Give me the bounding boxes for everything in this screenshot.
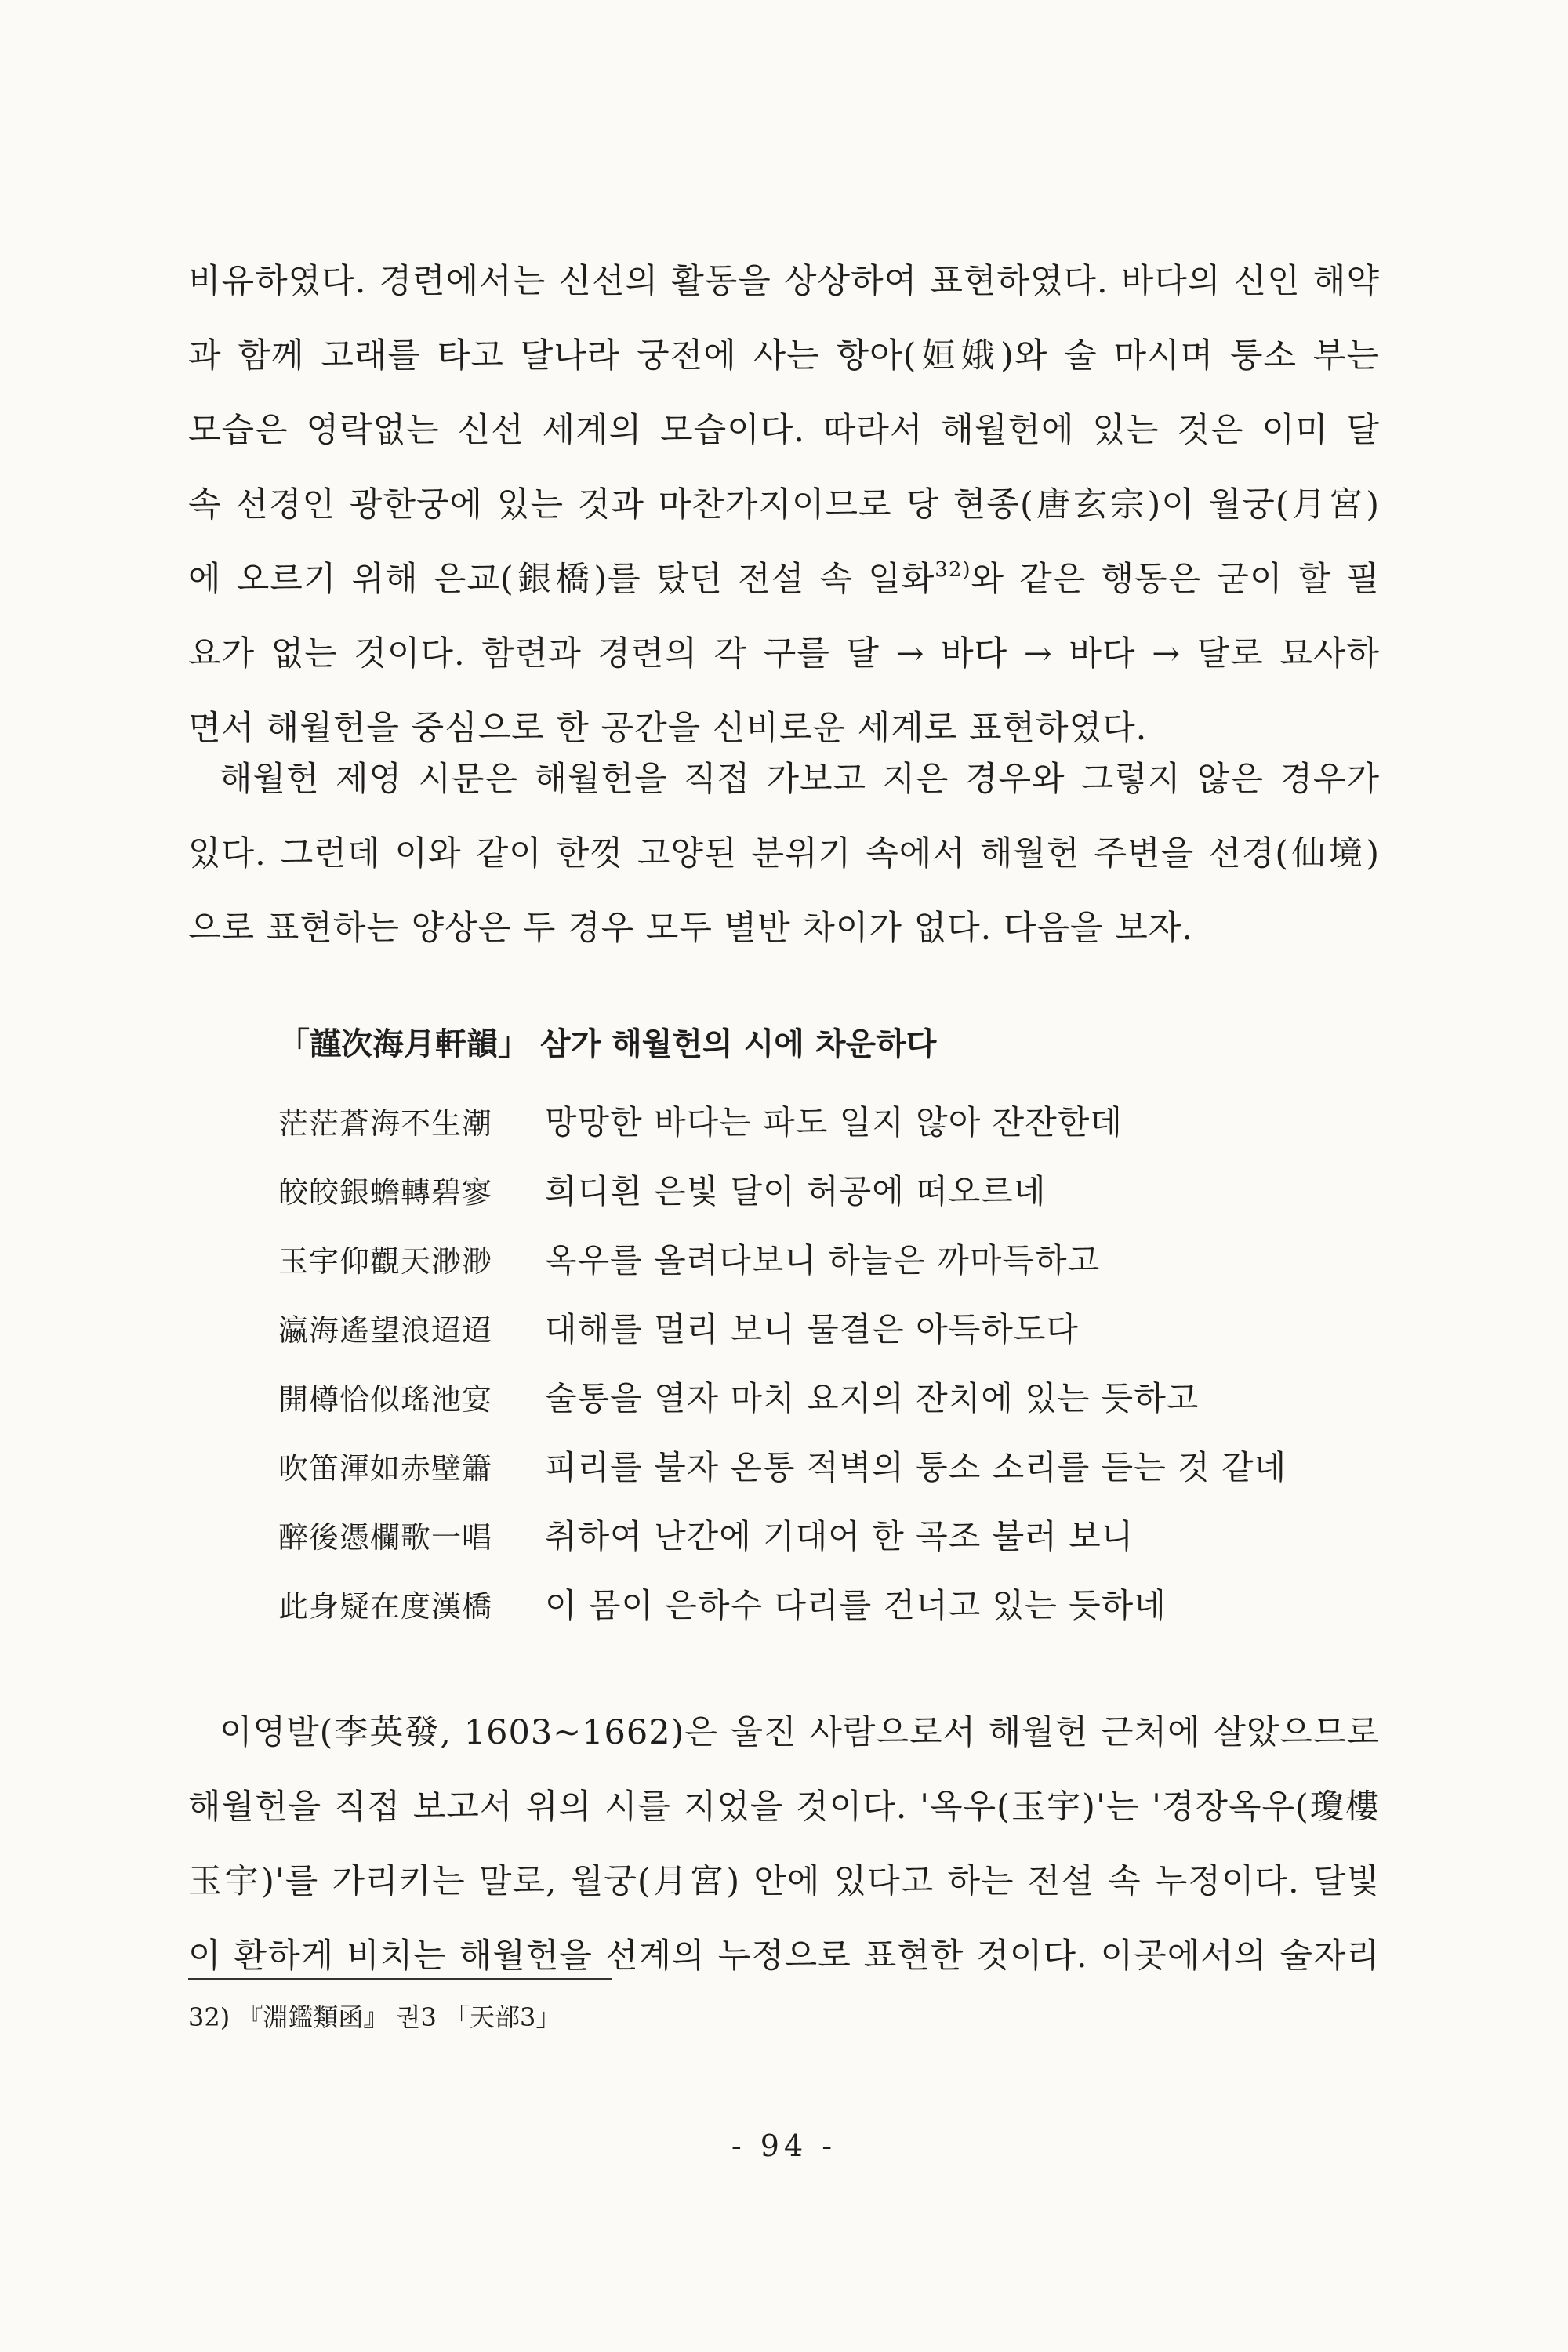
poem-line xyxy=(278,1362,1376,1431)
poem-line xyxy=(278,1155,1376,1224)
poem-hanja: 瀛海遙望浪迢迢 xyxy=(278,1312,493,1348)
poem-hanja: 吹笛渾如赤壁簫 xyxy=(278,1450,493,1486)
text-segment: 와 같은 행동은 굳이 할 필 xyxy=(971,560,1380,599)
poem-translation: 망망한 바다는 파도 일지 않아 잔잔한데 xyxy=(545,1103,1123,1142)
body-paragraph-2 xyxy=(188,742,1380,966)
poem-line xyxy=(278,1500,1376,1569)
footnote-marker[interactable]: 32) xyxy=(935,558,971,582)
text-line: 玉宇)'를 가리키는 말로, 월궁(月宮) 안에 있다고 하는 전설 속 누정이다. 달빛 xyxy=(188,1862,1380,1901)
poem-title: 「謹次海月軒韻」 삼가 해월헌의 시에 차운하다 xyxy=(278,1025,937,1062)
poem-hanja: 開樽恰似瑤池宴 xyxy=(278,1381,493,1417)
poem-hanja: 茫茫蒼海不生潮 xyxy=(278,1105,493,1141)
text-line: 이영발(李英發, 1603~1662)은 울진 사람으로서 해월헌 근처에 살았으므로 xyxy=(220,1713,1380,1752)
poem-translation: 이 몸이 은하수 다리를 건너고 있는 듯하네 xyxy=(545,1586,1167,1624)
footnote-divider xyxy=(188,1978,612,1980)
poem-translation: 옥우를 올려다보니 하늘은 까마득하고 xyxy=(545,1241,1101,1279)
poem-line xyxy=(278,1569,1376,1638)
poem-translation: 취하여 난간에 기대어 한 곡조 불러 보니 xyxy=(545,1517,1134,1555)
text-line: 해월헌 제영 시문은 해월헌을 직접 가보고 지은 경우와 그렇지 않은 경우가 xyxy=(220,760,1380,799)
text-line: 요가 없는 것이다. 함련과 경련의 각 구를 달 → 바다 → 바다 → 달로 묘사하 xyxy=(188,634,1380,673)
text-line: 모습은 영락없는 신선 세계의 모습이다. 따라서 해월헌에 있는 것은 이미 달 xyxy=(188,411,1380,450)
poem-translation: 대해를 멀리 보니 물결은 아득하도다 xyxy=(545,1310,1079,1348)
poem-hanja: 此身疑在度漢橋 xyxy=(278,1588,493,1624)
text-line: 과 함께 고래를 타고 달나라 궁전에 사는 항아(姮娥)와 술 마시며 퉁소 부는 xyxy=(188,336,1380,376)
poem-translation: 피리를 불자 온통 적벽의 퉁소 소리를 듣는 것 같네 xyxy=(545,1448,1287,1486)
text-line: 해월헌을 직접 보고서 위의 시를 지었을 것이다. '옥우(玉宇)'는 '경장옥우(瓊樓 xyxy=(188,1788,1380,1827)
body-paragraph-3 xyxy=(188,1696,1380,1994)
poem-hanja: 玉宇仰觀天渺渺 xyxy=(278,1243,493,1279)
text-line: 비유하였다. 경련에서는 신선의 활동을 상상하여 표현하였다. 바다의 신인 해약 xyxy=(188,262,1380,301)
footnote: 32) 『淵鑑類函』 권3 「天部3」 xyxy=(188,2002,561,2032)
text-line-with-footnote xyxy=(188,543,1380,617)
text-line: 이 환하게 비치는 해월헌을 선계의 누정으로 표현한 것이다. 이곳에서의 술자리 xyxy=(188,1936,1380,1976)
text-line: 있다. 그런데 이와 같이 한껏 고양된 분위기 속에서 해월헌 주변을 선경(仙境) xyxy=(188,834,1380,873)
poem-block xyxy=(278,1086,1376,1638)
poem-translation: 희디흰 은빛 달이 허공에 떠오르네 xyxy=(545,1172,1047,1210)
body-paragraph-1 xyxy=(188,245,1380,766)
poem-line xyxy=(278,1431,1376,1500)
poem-translation: 술통을 열자 마치 요지의 잔치에 있는 듯하고 xyxy=(545,1379,1200,1417)
poem-hanja: 醉後憑欄歌一唱 xyxy=(278,1519,493,1555)
poem-hanja: 皎皎銀蟾轉碧寥 xyxy=(278,1174,493,1210)
poem-line xyxy=(278,1224,1376,1293)
text-line: 으로 표현하는 양상은 두 경우 모두 별반 차이가 없다. 다음을 보자. xyxy=(188,909,1194,948)
poem-line xyxy=(278,1086,1376,1155)
text-segment: 에 오르기 위해 은교(銀橋)를 탔던 전설 속 일화 xyxy=(188,560,935,599)
text-line: 면서 해월헌을 중심으로 한 공간을 신비로운 세계로 표현하였다. xyxy=(188,709,1148,748)
page-number: - 94 - xyxy=(731,2129,837,2163)
text-line: 속 선경인 광한궁에 있는 것과 마찬가지이므로 당 현종(唐玄宗)이 월궁(月宮) xyxy=(188,485,1380,524)
poem-line xyxy=(278,1293,1376,1362)
